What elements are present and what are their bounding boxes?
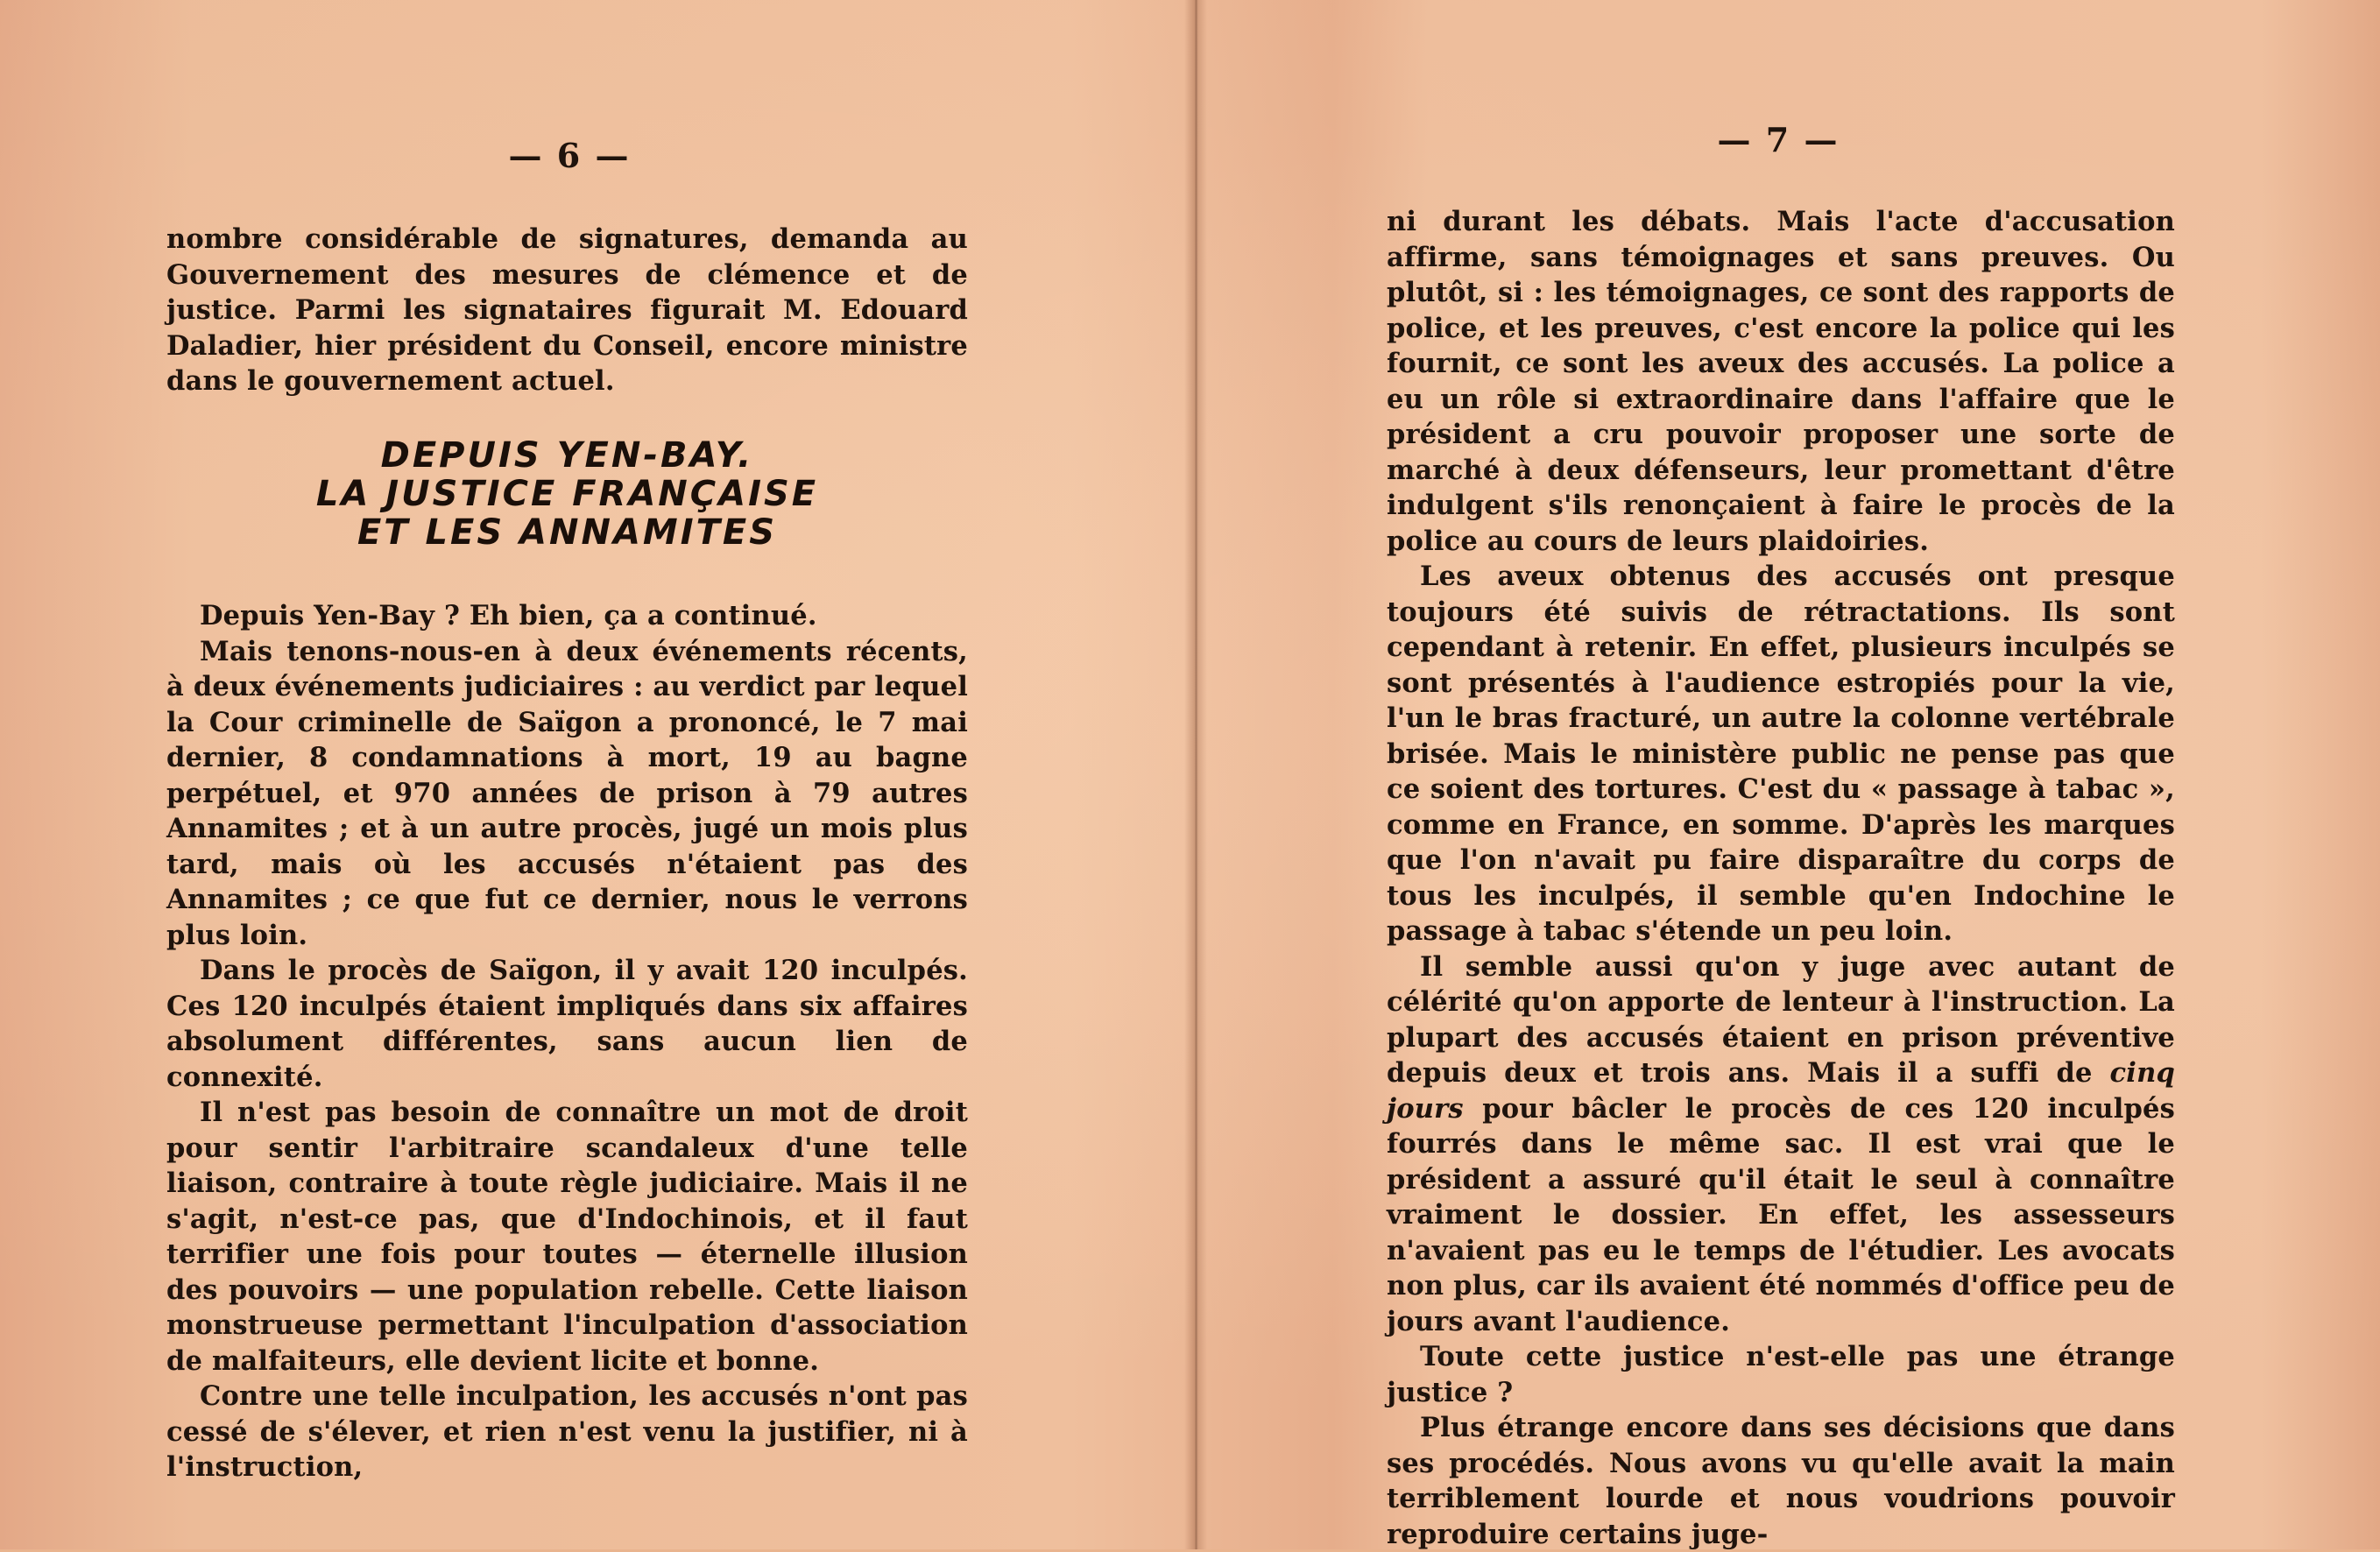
text-run: Il semble aussi qu'on y juge avec autant de célérité qu'on apporte de lenteur à l'instruction. La plupart des accusés étaient en prison préventive depuis deux et trois ans. Mais il a suffi de — [1387, 950, 2175, 1089]
page-number: — 6 — — [508, 136, 631, 175]
paragraph: Il n'est pas besoin de connaître un mot de droit pour sentir l'arbitraire scandaleux d'une telle liaison, contraire à toute règle judiciaire. Mais il ne s'agit, n'est-ce pas, que d'Indochinois, et il faut terrifier une fois pour toutes — éternelle illusion des pouvoirs — une population rebelle. Cette liaison monstrueuse permettant l'inculpation d'association de malfaiteurs, elle devient licite et bonne. — [166, 1097, 968, 1377]
heading-line: LA JUSTICE FRANÇAISE — [315, 474, 819, 514]
right-body-text — [1387, 204, 2175, 1552]
paragraph: Toute cette justice n'est-elle pas une étrange justice ? — [1387, 1341, 2175, 1408]
paragraph: Dans le procès de Saïgon, il y avait 120 inculpés. Ces 120 inculpés étaient impliqués dans six affaires absolument différentes, sans aucun lien de connexité. — [166, 955, 968, 1093]
paragraph — [1387, 949, 2175, 1340]
paragraph: Contre une telle inculpation, les accusés n'ont pas cessé de s'élever, et rien n'est venu la justifier, ni à l'instruction, — [166, 1380, 968, 1483]
paragraph: ni durant les débats. Mais l'acte d'accusation affirme, sans témoignages et sans preuves. Ou plutôt, si : les témoignages, ce sont des rapports de police, et les preuves, c'est encore la police qui les fournit, ce sont les aveux des accusés. La police a eu un rôle si extraordinaire dans l'affaire que le président a cru pouvoir proposer une sorte de marché à deux défenseurs, leur promettant d'être indulgent s'ils renonçaient à faire le procès de la police au cours de leurs plaidoiries. — [1387, 206, 2175, 557]
paragraph: Plus étrange encore dans ses décisions que dans ses procédés. Nous avons vu qu'elle avait la main terriblement lourde et nous voudrions pouvoir reproduire certains juge- — [1387, 1412, 2175, 1550]
left-top-text — [166, 222, 968, 399]
left-body-text — [166, 598, 968, 1485]
heading-line: DEPUIS YEN-BAY. — [380, 435, 754, 476]
paragraph: nombre considérable de signatures, demanda au Gouvernement des mesures de clémence et de justice. Parmi les signataires figurait M. Edouard Daladier, hier président du Conseil, encore ministre dans le gouvernement actuel. — [166, 223, 968, 397]
paragraph: Les aveux obtenus des accusés ont presque toujours été suivis de rétractations. Ils sont cependant à retenir. En effet, plusieurs inculpés se sont présentés à l'audience estropiés pour la vie, l'un le bras fracturé, un autre la colonne vertébrale brisée. Mais le ministère public ne pense pas que ce soient des tortures. C'est du « passage à tabac », comme en France, en somme. D'après les marques que l'on n'avait pu faire disparaître du corps de tous les inculpés, il semble qu'en Indochine le passage à tabac s'étende un peu loin. — [1387, 561, 2175, 947]
section-heading — [166, 436, 968, 552]
right-page — [1200, 0, 2380, 1549]
emphasis-text: cinq jours — [1387, 1057, 2175, 1125]
paragraph: Mais tenons-nous-en à deux événements récents, à deux événements judiciaires : au verdict par lequel la Cour criminelle de Saïgon a prononcé, le 7 mai dernier, 8 condamnations à mort, 19 au bagne perpétuel, et 970 années de prison à 79 autres Annamites ; et à un autre procès, jugé un mois plus tard, mais où les accusés n'étaient pas des Annamites ; ce que fut ce dernier, nous le verrons plus loin. — [166, 635, 968, 951]
page-number: — 7 — — [1717, 120, 1840, 159]
left-page — [0, 0, 1191, 1549]
text-run: pour bâcler le procès de ces 120 inculpés fourrés dans le même sac. Il est vrai que le président a assuré qu'il était le seul à connaître vraiment le dossier. En effet, les assesseurs n'avaient pas eu le temps de l'étudier. Les avocats non plus, car ils avaient été nommés d'office peu de jours avant l'audience. — [1387, 1092, 2175, 1337]
paragraph: Depuis Yen-Bay ? Eh bien, ça a continué. — [200, 600, 817, 631]
heading-line: ET LES ANNAMITES — [357, 512, 778, 553]
